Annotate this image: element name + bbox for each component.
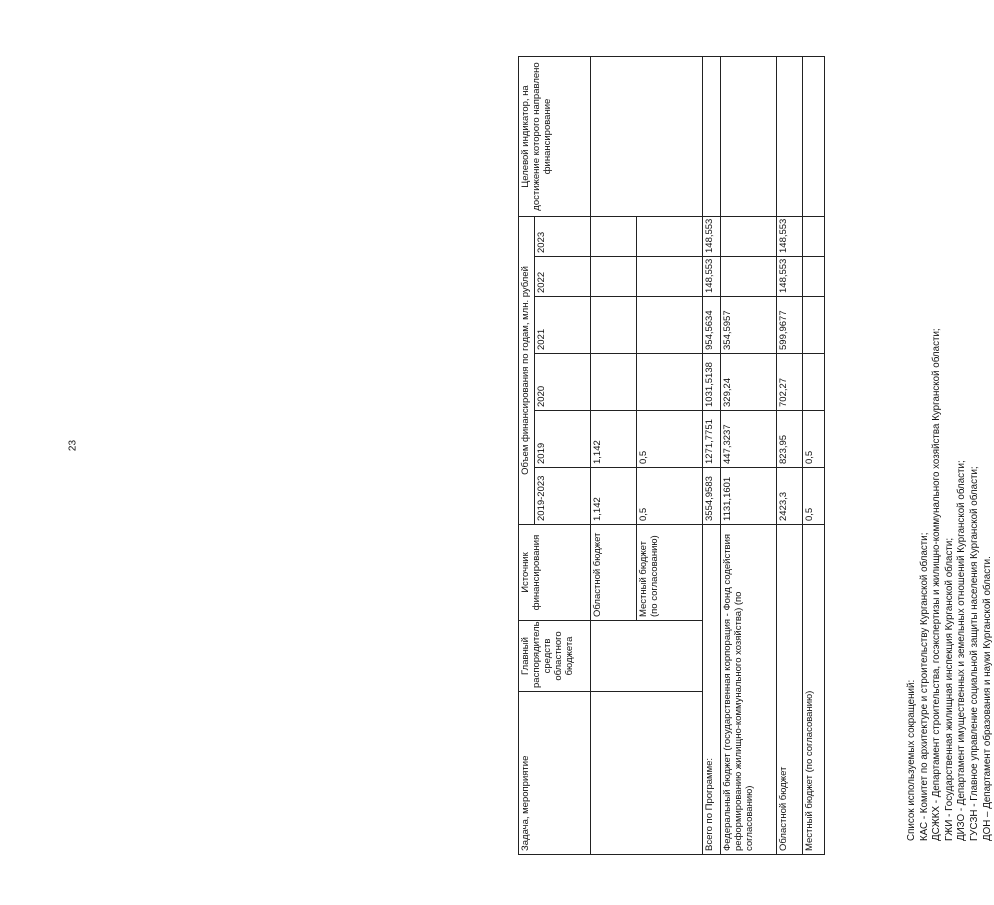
abbreviation-item: КАС - Комитет по архитектуре и строительству Курганской области; — [918, 532, 930, 841]
cell-value: 3554,9583 — [703, 468, 721, 525]
cell-indicator — [591, 57, 703, 217]
cell-value — [591, 354, 637, 411]
cell-value — [803, 257, 825, 297]
cell-value — [803, 354, 825, 411]
total-row — [703, 57, 721, 855]
cell-value: 702,27 — [777, 354, 803, 411]
abbreviations-list — [906, 61, 994, 841]
cell-indicator — [803, 57, 825, 217]
header-year: 2019 — [535, 411, 591, 468]
cell-task — [591, 692, 703, 855]
table-row — [591, 57, 637, 855]
abbreviations-title: Список используемых сокращений: — [906, 679, 917, 841]
total-label: Федеральный бюджет (государственная корпорация - Фонд содействия реформированию жилищно-коммунального хозяйства) (по согласованию) — [721, 525, 777, 855]
cell-value: 2423,3 — [777, 468, 803, 525]
cell-value: 1031,5138 — [703, 354, 721, 411]
cell-value: 148,553 — [777, 257, 803, 297]
cell-indicator — [777, 57, 803, 217]
cell-value: 0,5 — [637, 411, 703, 468]
cell-value: 0,5 — [803, 468, 825, 525]
cell-value: 1,142 — [591, 411, 637, 468]
header-year: 2021 — [535, 297, 591, 354]
cell-value — [591, 217, 637, 257]
cell-value: 0,5 — [803, 411, 825, 468]
cell-value — [637, 217, 703, 257]
cell-value: 354,5957 — [721, 297, 777, 354]
header-indicator: Целевой индикатор, на достижение которого направлено финансирование — [519, 57, 591, 217]
cell-value — [591, 297, 637, 354]
total-label: Областной бюджет — [777, 525, 803, 855]
financing-table — [518, 56, 825, 855]
header-source: Источник финансирования — [519, 525, 591, 621]
cell-value: 599,9677 — [777, 297, 803, 354]
cell-value: 1,142 — [591, 468, 637, 525]
abbreviation-item: ДИЗО - Департамент имущественных и земельных отношений Курганской области; — [956, 460, 968, 841]
cell-value — [803, 217, 825, 257]
cell-value: 1271,7751 — [703, 411, 721, 468]
cell-source: Местный бюджет (по согласованию) — [637, 525, 703, 621]
header-year: 2019-2023 — [535, 468, 591, 525]
cell-value: 0,5 — [637, 468, 703, 525]
header-year: 2022 — [535, 257, 591, 297]
abbreviation-item: ГУСЗН - Главное управление социальной защиты населения Курганской области; — [968, 466, 980, 841]
cell-value — [637, 297, 703, 354]
page-number: 23 — [67, 439, 79, 452]
cell-value: 329,24 — [721, 354, 777, 411]
total-row — [721, 57, 777, 855]
cell-value — [637, 257, 703, 297]
header-year: 2023 — [535, 217, 591, 257]
header-volume: Объем финансирования по годам, млн. рублей — [519, 217, 535, 525]
header-manager: Главный распорядитель средств областного бюджета — [519, 621, 591, 692]
cell-value — [721, 217, 777, 257]
total-row — [777, 57, 803, 855]
cell-indicator — [703, 57, 721, 217]
abbreviation-item: ДОН – Департамент образования и науки Курганской области. — [981, 556, 993, 841]
cell-value — [803, 297, 825, 354]
cell-value — [637, 354, 703, 411]
rotated-content — [518, 55, 993, 855]
total-row — [803, 57, 825, 855]
cell-value: 447,3237 — [721, 411, 777, 468]
cell-manager — [591, 621, 703, 692]
total-label: Местный бюджет (по согласованию) — [803, 525, 825, 855]
cell-value: 148,553 — [777, 217, 803, 257]
total-label: Всего по Программе: — [703, 525, 721, 855]
header-year: 2020 — [535, 354, 591, 411]
cell-value: 148,553 — [703, 217, 721, 257]
abbreviation-item: ГЖИ - Государственная жилищная инспекция Курганской области; — [943, 537, 955, 841]
cell-value: 148,553 — [703, 257, 721, 297]
cell-value — [721, 257, 777, 297]
cell-source: Областной бюджет — [591, 525, 637, 621]
cell-indicator — [721, 57, 777, 217]
cell-value: 823,95 — [777, 411, 803, 468]
header-task: Задача, мероприятие — [519, 692, 591, 855]
cell-value: 954,5634 — [703, 297, 721, 354]
abbreviation-item: ДСЖКХ - Департамент строительства, госэкспертизы и жилищно-коммунального хозяйства Курганской области; — [931, 328, 943, 841]
cell-value: 1131,1601 — [721, 468, 777, 525]
cell-value — [591, 257, 637, 297]
